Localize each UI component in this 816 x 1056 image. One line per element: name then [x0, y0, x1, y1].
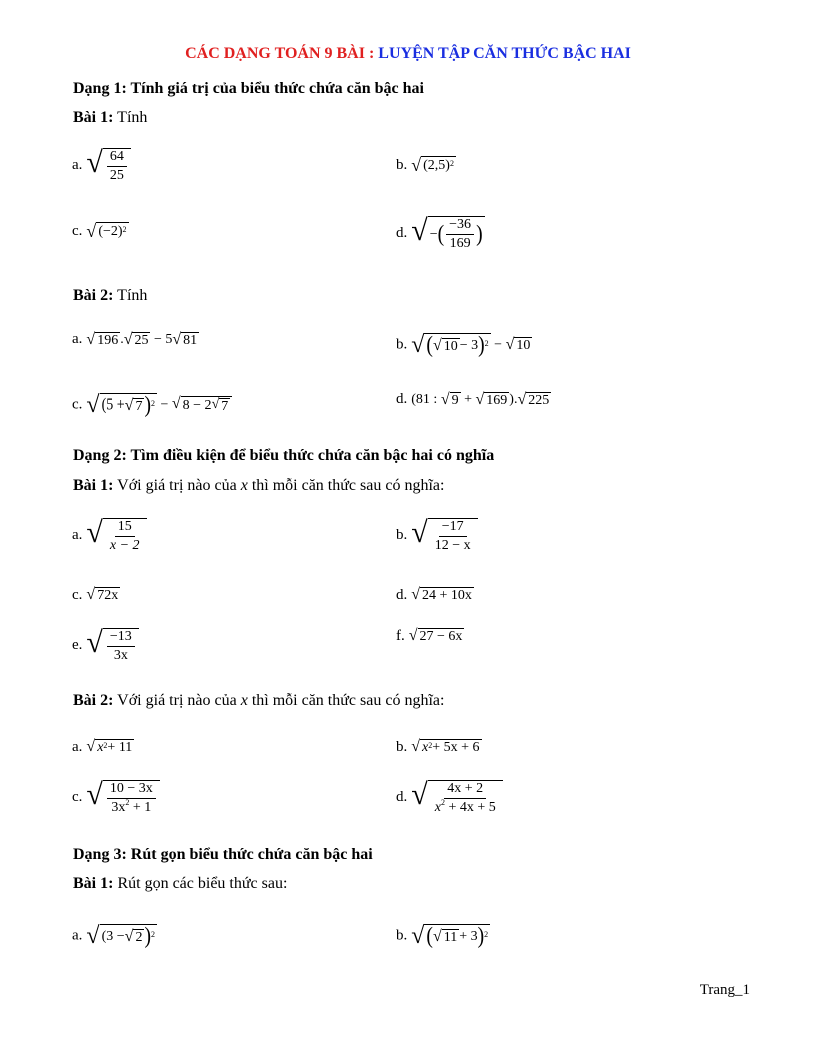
exponent: 2 [150, 930, 155, 939]
term: + 4x + 5 [444, 800, 496, 815]
problem-label: a. [72, 157, 83, 173]
fraction-denominator [108, 799, 154, 815]
sqrt-icon: √ [171, 395, 181, 412]
left-paren-term: (81 : [411, 392, 441, 407]
sqrt-icon: √ [172, 330, 182, 348]
sqrt-expression [411, 518, 477, 553]
problem-label: b. [396, 336, 408, 353]
fraction-numerator: 15 [115, 520, 135, 537]
term: − 3 [459, 338, 479, 353]
sqrt-icon: √ [411, 923, 425, 949]
problem-d2-b2-d [396, 780, 503, 815]
sqrt-expression [86, 393, 157, 417]
sqrt-inner: 196 [97, 332, 119, 348]
problem-label: d. [396, 587, 408, 603]
sqrt-icon: √ [86, 221, 97, 242]
sqrt-expression [86, 739, 134, 755]
right-paren: ) [509, 392, 514, 407]
right-paren: ) [478, 333, 485, 359]
sqrt-icon: √ [86, 586, 96, 604]
problem-d2-b1-a [72, 518, 147, 553]
problem-d3-b1-a [72, 924, 157, 948]
problem-label: d. [396, 789, 408, 805]
sqrt-icon: √ [411, 214, 428, 247]
title-prefix: CÁC DẠNG TOÁN 9 BÀI : [185, 45, 379, 62]
base: x [97, 740, 104, 756]
exercise-label: Bài 1: [73, 109, 114, 126]
problem-d2-b1-e [72, 628, 139, 663]
base: x [434, 800, 441, 815]
sqrt-inner: 10 [516, 338, 531, 353]
term: + 11 [107, 740, 133, 756]
problem-label: c. [72, 396, 83, 413]
problem-d2-b2-a [72, 738, 134, 756]
sqrt-inner: 169 [486, 392, 508, 408]
right-paren: ) [477, 924, 485, 950]
exercise-label: Bài 1: [73, 875, 114, 892]
problem-label: b. [396, 157, 408, 173]
problem-label: a. [72, 739, 83, 755]
sqrt-icon: √ [123, 330, 133, 348]
sqrt-expression [411, 587, 474, 603]
exponent: 2 [103, 741, 108, 751]
sqrt-icon: √ [86, 626, 103, 659]
section-heading-dang-1: Dạng 1: Tính giá trị của biểu thức chứa căn bậc hai [73, 80, 424, 97]
left-paren-term: (3 − [101, 929, 125, 944]
right-paren: ) [144, 393, 151, 419]
problem-label: c. [72, 789, 83, 805]
sqrt-icon: √ [124, 397, 134, 414]
fraction-numerator: 4x + 2 [444, 782, 486, 799]
exercise-text: Rút gọn các biểu thức sau: [113, 875, 288, 892]
problem-d2-b1-d [396, 586, 474, 604]
sqrt-expression [86, 924, 157, 948]
sqrt-expression [86, 628, 138, 663]
exercise-text: Tính [113, 287, 148, 304]
sqrt-icon: √ [411, 738, 421, 756]
math-expression [86, 332, 199, 347]
title-main: LUYỆN TẬP CĂN THỨC BẬC HAI [378, 45, 631, 62]
problem-d1-b1-c [72, 222, 129, 240]
fraction-denominator [432, 799, 499, 815]
fraction-numerator: −36 [446, 218, 474, 235]
sqrt-inner: (−2) [98, 224, 123, 240]
right-paren: ) [144, 924, 151, 950]
sqrt-expression [411, 780, 502, 815]
sqrt-icon: √ [211, 397, 220, 412]
problem-d2-b1-c [72, 586, 120, 604]
base: x [422, 740, 429, 756]
exercise-heading [73, 287, 147, 305]
sqrt-inner: 10 [443, 339, 458, 354]
exercise-text: Với giá trị nào của [113, 477, 241, 494]
exercise-heading [73, 875, 287, 893]
exponent: 2 [122, 225, 127, 235]
math-expression [411, 392, 551, 407]
sqrt-icon: √ [411, 516, 428, 549]
dot-operator: . [120, 332, 124, 347]
exponent: 2 [484, 339, 489, 348]
sqrt-icon: √ [86, 923, 100, 949]
left-paren: ( [426, 333, 433, 359]
sqrt-expression [86, 222, 128, 240]
sqrt-icon: √ [86, 392, 100, 418]
fraction-numerator: 10 − 3x [107, 782, 156, 799]
term: + 5x + 6 [432, 740, 480, 756]
plus-operator: + [460, 392, 476, 407]
problem-label: f. [396, 628, 405, 644]
fraction-denominator: 169 [449, 236, 471, 251]
section-heading-dang-3: Dạng 3: Rút gọn biểu thức chứa căn bậc hai [73, 846, 373, 863]
exponent: 2 [125, 798, 130, 807]
problem-d2-b2-c [72, 780, 160, 815]
left-paren: ( [437, 221, 445, 247]
term: + 1 [129, 800, 152, 815]
sqrt-icon: √ [475, 390, 485, 408]
problem-label: e. [72, 637, 83, 653]
exercise-text: thì mỗi căn thức sau có nghĩa: [247, 692, 445, 709]
sqrt-inner: 2 [135, 930, 143, 945]
sqrt-inner: 11 [443, 930, 458, 945]
sqrt-expression [411, 156, 456, 174]
sqrt-expression [409, 628, 465, 644]
section-heading-dang-2: Dạng 2: Tìm điều kiện để biểu thức chứa căn bậc hai có nghĩa [73, 447, 495, 464]
page-title [0, 45, 816, 63]
sqrt-icon: √ [432, 928, 442, 945]
problem-d1-b2-b [396, 333, 532, 357]
fraction-numerator: −13 [107, 630, 135, 647]
problem-label: c. [72, 587, 83, 603]
fraction-denominator: 3x [113, 648, 128, 663]
problem-d1-b1-d [396, 216, 485, 251]
sqrt-icon: √ [86, 516, 103, 549]
problem-d1-b2-c [72, 393, 232, 417]
variable: x [240, 477, 248, 494]
problem-d1-b2-d [396, 390, 551, 408]
exercise-heading [73, 109, 147, 127]
sqrt-inner: 7 [135, 399, 143, 414]
right-paren: ) [476, 221, 483, 247]
sqrt-expression [86, 780, 159, 815]
sqrt-icon: √ [411, 586, 421, 604]
sqrt-icon: √ [86, 738, 96, 756]
problem-d2-b1-b [396, 518, 478, 553]
sqrt-expression [411, 216, 484, 251]
exercise-label: Bài 1: [73, 477, 114, 494]
sqrt-icon: √ [124, 928, 134, 945]
minus-term: − 5 [150, 332, 173, 347]
sqrt-inner: 72x [97, 588, 119, 604]
problem-d3-b1-b [396, 924, 490, 948]
sqrt-icon: √ [432, 337, 442, 354]
sqrt-expression [411, 333, 490, 357]
problem-label: c. [72, 223, 83, 239]
minus-operator: − [490, 337, 506, 353]
sqrt-icon: √ [408, 627, 418, 645]
minus-sign: − [429, 226, 438, 242]
sqrt-inner: (2,5) [423, 158, 450, 174]
sqrt-icon: √ [505, 336, 515, 353]
problem-label: a. [72, 527, 83, 543]
problem-d1-b2-a [72, 330, 199, 348]
problem-label: a. [72, 927, 83, 944]
sqrt-inner: 27 − 6x [419, 629, 463, 645]
problem-label: b. [396, 739, 408, 755]
sqrt-expression [86, 587, 120, 603]
left-paren-term: (5 + [101, 396, 125, 415]
exercise-heading [73, 477, 444, 495]
problem-label: d. [396, 225, 408, 241]
sqrt-inner: 24 + 10x [422, 588, 472, 604]
sqrt-expression [411, 739, 481, 755]
problem-label: d. [396, 391, 408, 407]
sqrt-icon: √ [86, 330, 96, 348]
sqrt-icon: √ [411, 155, 422, 176]
fraction-denominator: x − 2 [109, 538, 140, 553]
sqrt-icon: √ [440, 390, 450, 408]
sqrt-icon: √ [517, 390, 527, 408]
exercise-text: thì mỗi căn thức sau có nghĩa: [247, 477, 445, 494]
base: 3x [111, 800, 126, 815]
sqrt-inner: 8 − 2 [182, 398, 212, 413]
term: + 3 [459, 929, 478, 944]
sqrt-inner: 81 [183, 332, 198, 348]
exponent: 2 [484, 930, 489, 939]
problem-label: a. [72, 331, 83, 347]
sqrt-inner: 7 [221, 399, 229, 414]
problem-d2-b2-b [396, 738, 482, 756]
sqrt-expression [411, 924, 490, 948]
problem-d1-b1-b [396, 156, 456, 174]
fraction-numerator: −17 [439, 520, 467, 537]
minus-operator: − [156, 397, 172, 413]
sqrt-icon: √ [411, 778, 428, 811]
fraction-denominator: 12 − x [434, 538, 471, 553]
exercise-heading [73, 692, 444, 710]
page-number: Trang_1 [699, 982, 750, 998]
sqrt-icon: √ [86, 778, 103, 811]
sqrt-inner: 225 [528, 392, 550, 408]
exponent: 2 [150, 399, 155, 408]
variable: x [240, 692, 248, 709]
exercise-text: Với giá trị nào của [113, 692, 241, 709]
sqrt-icon: √ [86, 146, 103, 179]
problem-label: b. [396, 927, 408, 944]
sqrt-inner: 25 [134, 332, 149, 348]
exercise-label: Bài 2: [73, 692, 114, 709]
problem-d2-b1-f [396, 627, 464, 645]
fraction-numerator: 64 [107, 150, 127, 167]
exercise-label: Bài 2: [73, 287, 114, 304]
sqrt-expression [86, 148, 130, 183]
sqrt-icon: √ [411, 332, 425, 358]
sqrt-expression [86, 518, 146, 553]
problem-d1-b1-a [72, 148, 131, 183]
exercise-text: Tính [113, 109, 148, 126]
exponent: 2 [449, 159, 454, 169]
problem-label: b. [396, 527, 408, 543]
exponent: 2 [428, 741, 433, 751]
fraction-denominator: 25 [109, 168, 124, 183]
dot-operator: . [513, 392, 518, 407]
sqrt-inner: 9 [451, 392, 459, 408]
exponent: 2 [440, 798, 445, 807]
left-paren: ( [426, 924, 433, 950]
